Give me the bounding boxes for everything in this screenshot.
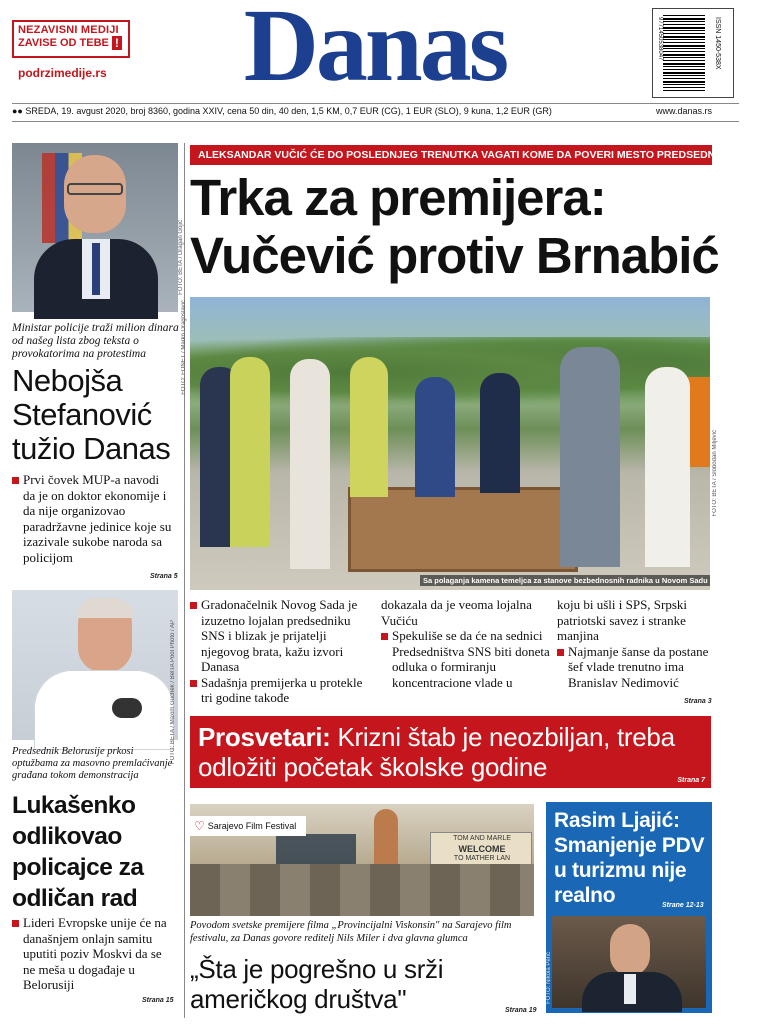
sign-line-2: WELCOME [458,844,506,854]
ljajic-box[interactable] [546,802,712,1013]
main-headline-2: Vučević protiv Brnabić [190,227,719,284]
date-line-text: SREDA, 19. avgust 2020, broj 8360, godina XXIV, cena 50 din, 40 den, 1,5 KM, 0,7 EUR (CG), 1 EUR (SLO), 9 kuna, 1,2 EUR (GR) [25,106,552,116]
film-pageref[interactable]: Strana 19 [505,1007,537,1014]
main-photo-credit-right: FOTO: BETA / Slobodan Miljević [712,430,718,517]
main-kicker-bar: ALEKSANDAR VUČIĆ ĆE DO POSLEDNJEG TRENUTKA VAGATI KOME DA POVERI MESTO PREDSEDNIKA VLADE [190,145,712,165]
main-col-1 [190,597,366,706]
main-photo-credit-left: FOTO: FONET / Marko Dragoslavić [181,300,187,395]
festival-label [190,816,306,836]
badge-line-2: ZAVISE OD TEBE [18,37,109,49]
ljajic-photo [552,916,706,1008]
stefanovic-photo [12,143,178,312]
heart-icon: ♡ [194,819,205,833]
ljajic-pageref: Strane 12-13 [662,902,704,909]
main-col-2-continuation: dokazala da je veoma lojalna Vučiću [381,597,532,628]
main-col-3-continuation: koju bi ušli i SPS, Srpski patriotski savez i stranke manjina [557,597,688,643]
main-pageref[interactable]: Strana 3 [684,698,712,705]
badge-exclaim: ! [112,36,122,50]
masthead-rule [12,103,739,104]
main-headline-1: Trka za premijera: [190,169,606,226]
support-badge[interactable] [12,20,130,58]
dots-icon: ●● [12,106,23,116]
lukasenko-bullets [12,915,172,993]
main-photo [190,297,710,590]
website-link[interactable]: www.danas.rs [656,106,713,116]
barcode-issn: ISSN 1450-538X [714,17,721,70]
list-item: Sadašnja premijerka u protekle tri godine takođe [190,675,366,706]
support-link[interactable]: podrzimedije.rs [18,66,107,80]
main-col-3 [557,597,713,690]
lukasenko-photo-credit: FOTO: BETA / Maxim Guchek / BelTA Pool Photo / AP [170,620,176,765]
stefanovic-photo-credit: FOTO: BETA / Dragan Gojić [178,220,184,295]
prosvetari-text: Krizni štab je neozbiljan, treba odložiti početak školske godine [198,722,675,782]
barcode [652,8,734,98]
film-photo-sign [432,834,532,866]
festival-label-text: Sarajevo Film Festival [207,821,297,831]
date-line [12,106,652,116]
lukasenko-headline: Lukašenko odlikovao policajce za odličan rad [12,792,144,912]
list-item: Lideri Evropske unije će na današnjem onlajn samitu uputiti poziv Moskvi da se ne meša u događaje u Belorusiji [12,915,172,993]
barcode-digits: 9771450538047 [657,17,663,61]
badge-line-1: NEZAVISNI MEDIJI [18,24,119,36]
lukasenko-photo [12,590,178,740]
list-item: Gradonačelnik Novog Sada je izuzetno lojalan predsedniku SNS i blizak je prijatelji njegovog brata, kažu izvori Danasa [190,597,366,675]
prosvetari-lead: Prosvetari: [198,722,331,752]
main-col-2 [381,597,551,690]
list-item: Prvi čovek MUP-a navodi da je on doktor ekonomije i da nije organizovao paradržavne jedinice koje su izazivale sukobe naroda sa policijom [12,472,172,565]
stefanovic-bullets [12,472,172,565]
film-headline: „Šta je pogrešno u srži američkog društva" [190,954,444,1014]
masthead-logo: Danas [243,0,507,103]
film-kicker: Povodom svetske premijere filma „Provincijalni Viskonsin" na Sarajevo film festivalu, za Danas govore reditelj Nils Miler i dva glavna glumca [190,920,512,944]
main-photo-caption: Sa polaganja kamena temeljca za stanove bezbednosnih radnika u Novom Sadu [420,575,710,586]
column-rule [184,143,185,1018]
masthead-rule-2 [12,121,739,122]
list-item: Spekuliše se da će na sednici Predsedništva SNS biti doneta odluka o formiranju koncentracione vlade u [381,628,551,690]
lukasenko-pageref[interactable]: Strana 15 [142,997,174,1004]
stefanovic-kicker: Ministar policije traži milion dinara od našeg lista zbog teksta o provokatorima na protestima [12,322,179,360]
lukasenko-kicker: Predsednik Belorusije prkosi optužbama za masovno premlaćivanje građana tokom demonstracija [12,746,173,781]
stefanovic-pageref[interactable]: Strana 5 [150,573,178,580]
prosvetari-banner[interactable] [190,716,711,788]
stefanovic-headline: Nebojša Stefanović tužio Danas [12,363,171,466]
ljajic-headline: Rasim Ljajić: Smanjenje PDV u turizmu nije realno [554,809,705,907]
sign-line-1: TOM AND MARLE [453,835,511,842]
prosvetari-pageref: Strana 7 [677,777,705,784]
barcode-bars [663,15,705,91]
ljajic-photo-credit: FOTO: Nikola Perić [546,952,552,1004]
list-item: Najmanje šanse da postane šef vlade trenutno ima Branislav Nedimović [557,644,713,691]
sign-line-3: TO MATHER LAN [453,855,511,862]
